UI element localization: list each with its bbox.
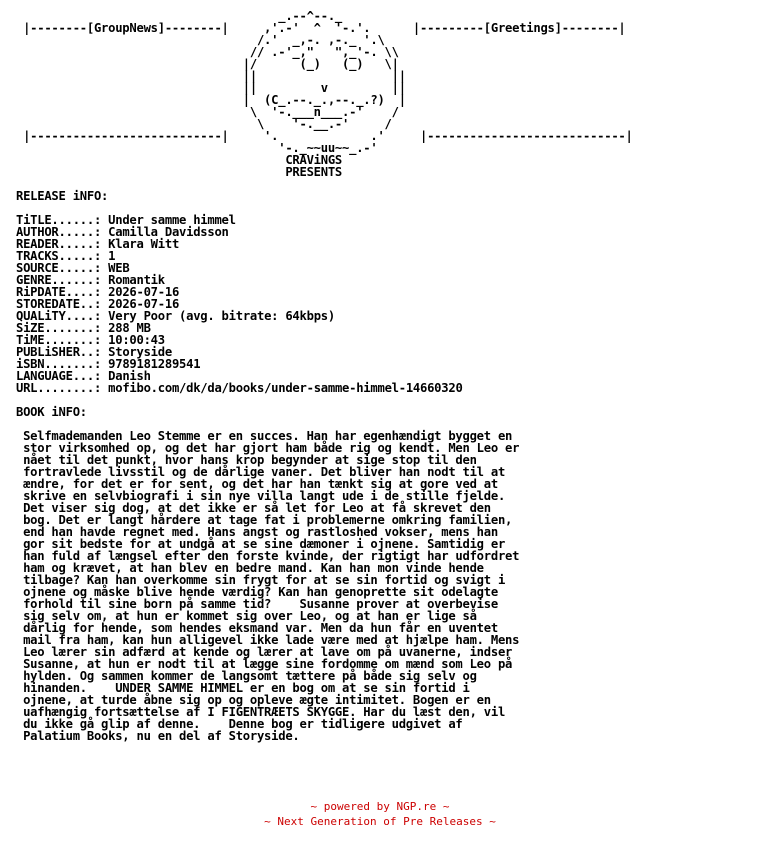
ascii-banner (16, 10, 647, 178)
footer-powered-by: ~ powered by NGP.re ~ (310, 800, 450, 813)
banner-line: CRAViNGS (16, 153, 640, 167)
release-field-value: Storyside (108, 345, 172, 359)
release-field-label: SiZE.......: (16, 321, 102, 335)
book-info-heading: BOOK iNFO: (16, 405, 87, 419)
banner-line: PRESENTS (16, 165, 640, 179)
book-info-line: gor sit bedste for at undgå at se sine dæmoner i ojnene. Samtidig er (16, 537, 506, 551)
book-info-line: tilbage? Kan han overkomme sin frygt for at se sin fortid og svigt i (16, 573, 506, 587)
release-field-value: 9789181289541 (108, 357, 201, 371)
book-info-line: Selfmademanden Leo Stemme er en succes. Han har egenhændigt bygget en (16, 429, 513, 443)
release-field-label: URL........: (16, 381, 102, 395)
book-info-line: dårlig for hende, som hendes eksmand var. Men da hun får en uventet (16, 621, 498, 635)
book-info-line: ham og krævet, at han blev en bedre mand. Kan han mon vinde hende (16, 561, 484, 575)
book-info-line: fortravlede livsstil og de dårlige vaner. Det bliver han nodt til at (16, 465, 506, 479)
release-field-label: PUBLiSHER..: (16, 345, 102, 359)
banner-line: || || (16, 69, 640, 83)
release-field-label: AUTHOR.....: (16, 225, 102, 239)
release-field-label: STOREDATE..: (16, 297, 102, 311)
book-info-line: hylden. Og sammen kommer de langsomt tættere på både sig selv og (16, 669, 477, 683)
footer-tagline: ~ Next Generation of Pre Releases ~ (264, 815, 496, 828)
release-field-label: LANGUAGE...: (16, 369, 102, 383)
release-info-fields (16, 214, 647, 394)
book-info-line: nået til det punkt, hvor hans krop begynder at sige stop til den (16, 453, 477, 467)
banner-line: || v || (16, 81, 640, 95)
spacer (16, 394, 647, 406)
spacer (16, 178, 647, 190)
banner-line: |---------------------------| '. .' |----------------------------| (16, 129, 640, 143)
banner-line: '-._~~uu~~_.-' (16, 141, 640, 155)
book-info-line: han fuld af længsel efter den forste kvinde, der rigtigt har udfordret (16, 549, 520, 563)
release-field-value: 2026-07-16 (108, 297, 180, 311)
book-info-line: Palatium Books, nu en del af Storyside. (16, 729, 300, 743)
release-field-value: 2026-07-16 (108, 285, 180, 299)
release-field-value: 10:00:43 (108, 333, 165, 347)
book-info-line: stor virksomhed op, og det har gjort ham både rig og kendt. Men Leo er (16, 441, 520, 455)
book-info-line: uafhængig fortsættelse af I FIGENTRÆETS SKYGGE. Har du læst den, vil (16, 705, 506, 719)
book-info-line: ojnene, at turde åbne sig op og opleve ægte intimitet. Bogen er en (16, 693, 491, 707)
release-field-value: Camilla Davidsson (108, 225, 229, 239)
release-field-row (16, 382, 647, 394)
book-info-description (16, 430, 647, 742)
book-info-line: Susanne, at hun er nodt til at lægge sine fordomme om mænd som Leo på (16, 657, 513, 671)
nfo-document (16, 10, 647, 742)
banner-line: // .-'_," ",_'-. \\ (16, 45, 647, 59)
banner-line: \ '-.___n___.-' / (16, 105, 640, 119)
release-field-value: mofibo.com/dk/da/books/under-samme-himmel-14660320 (108, 381, 463, 395)
book-info-line: bog. Det er langt hårdere at tage fat i problemerne omkring familien, (16, 513, 513, 527)
book-info-line: mail fra ham, kan hun alligevel ikke lade være med at hjælpe ham. Mens (16, 633, 520, 647)
release-field-value: Klara Witt (108, 237, 180, 251)
book-info-line: sig selv om, at hun er kommet sig over Leo, og at han er lige så (16, 609, 477, 623)
release-field-value: 288 MB (108, 321, 151, 335)
release-info-heading: RELEASE iNFO: (16, 189, 109, 203)
release-field-label: RiPDATE....: (16, 285, 102, 299)
release-field-value: Danish (108, 369, 151, 383)
book-info-line: hinanden. UNDER SAMME HIMMEL er en bog om at se sin fortid i (16, 681, 470, 695)
book-info-line: end han havde regnet med. Hans angst og rastloshed vokser, mens han (16, 525, 498, 539)
release-field-label: READER.....: (16, 237, 102, 251)
banner-line: |--------[GroupNews]--------| ,'.-' ^ '-.'. |---------[Greetings]--------| (16, 21, 633, 35)
release-field-label: TiME.......: (16, 333, 102, 347)
book-info-line: ojnene og måske blive hende værdig? Kan han genoprette sit odelagte (16, 585, 498, 599)
release-field-value: Very Poor (avg. bitrate: 64kbps) (108, 309, 335, 323)
book-info-line: du ikke gå glip af denne. Denne bog er tidligere udgivet af (16, 717, 463, 731)
release-field-value: 1 (108, 249, 116, 263)
release-field-label: TRACKS.....: (16, 249, 102, 263)
banner-line: |/ (_) (_) \| (16, 57, 640, 71)
book-info-line: ændre, for det er for sent, og det har han tænkt sig at gore ved at (16, 477, 498, 491)
release-field-value: Under samme himmel (108, 213, 236, 227)
book-info-line: Leo lærer sin adfærd at kende og lærer at lave om på uvanerne, indser (16, 645, 513, 659)
release-field-label: GENRE......: (16, 273, 102, 287)
book-info-line: skrive en selvbiografi i sin nye villa langt ude i de stille fjelde. (16, 489, 506, 503)
banner-line: _.--^--._ (16, 9, 640, 23)
book-info-line: forhold til sine born på samme tid? Susanne prover at overbevise (16, 597, 498, 611)
release-field-value: WEB (108, 261, 130, 275)
release-field-value: Romantik (108, 273, 165, 287)
release-field-label: QUALiTY....: (16, 309, 102, 323)
banner-line: | (C_.--._.,--._.?) | (16, 93, 640, 107)
release-field-label: SOURCE.....: (16, 261, 102, 275)
banner-line: /.' _,-. ,-._ '.\ (16, 33, 640, 47)
release-field-label: iSBN.......: (16, 357, 102, 371)
book-info-line: Det viser sig dog, at det ikke er så let for Leo at få skrevet den (16, 501, 491, 515)
release-field-label: TiTLE......: (16, 213, 102, 227)
banner-line: \ '-.__.-' / (16, 117, 640, 131)
